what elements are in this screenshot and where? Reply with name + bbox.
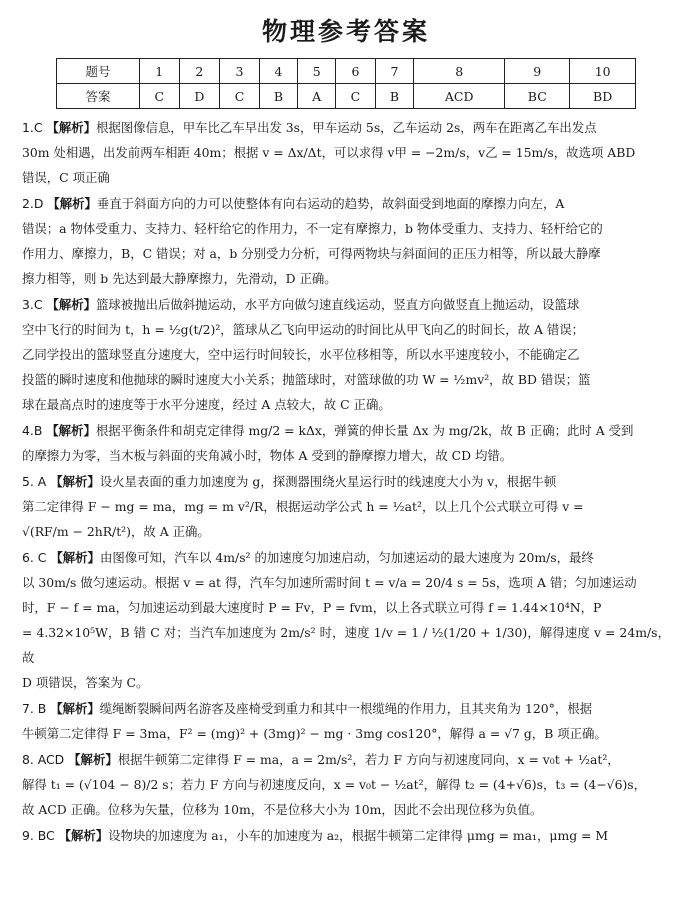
solution-line: 错误；a 物体受重力、支持力、轻杆给它的作用力，不一定有摩擦力，b 物体受重力、支持力、轻杆给它的	[22, 221, 603, 236]
solution-line: 故 ACD 正确。位移为矢量，位移为 10m，不是位移大小为 10m，因此不会出现位移为负值。	[22, 802, 543, 817]
solution-line	[22, 545, 670, 570]
table-cell: 2	[179, 59, 220, 84]
analysis-tag: 【解析】	[46, 120, 96, 135]
analysis-tag: 【解析】	[50, 550, 100, 565]
analysis-tag: 【解析】	[58, 828, 109, 843]
solution-line	[22, 418, 670, 443]
table-row-numbers	[57, 59, 636, 84]
line-text: 根据牛顿第二定律得 F = ma，a = 2m/s²，若力 F 方向与初速度同向，x = v₀t + ½at²，	[117, 752, 620, 767]
solution-line	[22, 469, 670, 494]
table-cell: 5	[298, 59, 336, 84]
solution-item-1	[22, 115, 670, 190]
table-cell: A	[298, 84, 336, 109]
line-text: 设火星表面的重力加速度为 g，探测器围绕火星运行时的线速度大小为 v，根据牛顿	[99, 474, 557, 489]
table-cell: C	[140, 84, 180, 109]
solution-line	[22, 292, 670, 317]
analysis-tag: 【解析】	[50, 701, 100, 716]
line-text: 缆绳断裂瞬间两名游客及座椅受到重力和其中一根缆绳的作用力，且其夹角为 120°，根据	[99, 701, 593, 716]
line-text: 设物块的加速度为 a₁，小车的加速度为 a₂，根据牛顿第二定律得 μmg = ma₁，μmg = M	[108, 828, 609, 843]
solution-item-4	[22, 418, 670, 468]
item-number: 2.D	[22, 196, 44, 211]
solution-line: 错误，C 项正确	[22, 170, 110, 185]
table-cell: 4	[259, 59, 297, 84]
table-cell: 8	[414, 59, 505, 84]
table-header-label: 题号	[57, 59, 140, 84]
solution-line: 擦力相等，则 b 先达到最大静摩擦力，先滑动，D 正确。	[22, 271, 337, 286]
line-text: 垂直于斜面方向的力可以使整体有向右运动的趋势，故斜面受到地面的摩擦力向左，A	[96, 196, 565, 211]
table-cell: ACD	[414, 84, 505, 109]
table-cell: B	[375, 84, 413, 109]
solution-line	[22, 823, 670, 848]
table-cell: 10	[570, 59, 636, 84]
solution-line: 乙同学投出的篮球竖直分速度大，空中运行时间较长，水平位移相等，所以水平速度较小，不能确定乙	[22, 347, 580, 362]
solution-line: √(RF/m − 2hR/t²)，故 A 正确。	[22, 524, 210, 539]
solution-line: 解得 t₁ = (√104 − 8)/2 s；若力 F 方向与初速度反向，x = v₀t − ½at²，解得 t₂ = (4+√6)s，t₃ = (4−√6)s，	[22, 777, 647, 792]
analysis-tag: 【解析】	[46, 423, 96, 438]
line-text: 篮球被抛出后做斜抛运动，水平方向做匀速直线运动，竖直方向做竖直上抛运动，设篮球	[96, 297, 580, 312]
item-number: 4.B	[22, 423, 43, 438]
solution-line	[22, 747, 670, 772]
solution-line	[22, 696, 670, 721]
solution-line: 球在最高点时的速度等于水平分速度，经过 A 点较大，故 C 正确。	[22, 397, 391, 412]
item-number: 3.C	[22, 297, 43, 312]
item-number: 5. A	[22, 474, 47, 489]
page-title: 物理参考答案	[261, 17, 430, 46]
table-cell: C	[220, 84, 260, 109]
table-cell: BD	[570, 84, 636, 109]
solution-line: = 4.32×10⁵W，B 错 C 对；当汽车加速度为 2m/s² 时，速度 1/v = 1 / ½(1/20 + 1/30)，解得速度 v = 24m/s，故	[22, 625, 670, 665]
solution-line: 作用力、摩擦力，B，C 错误；对 a，b 分别受力分析，可得两物块与斜面间的正压力相等，所以最大静摩	[22, 246, 601, 261]
item-number: 7. B	[22, 701, 47, 716]
solution-line: 投篮的瞬时速度和他抛球的瞬时速度大小关系；抛篮球时，对篮球做的功 W = ½mv²，故 BD 错误；篮	[22, 372, 591, 387]
solution-line: 以 30m/s 做匀速运动。根据 v = at 得，汽车匀加速所需时间 t = v/a = 20/4 s = 5s，选项 A 错；匀加速运动	[22, 575, 637, 590]
table-cell: B	[259, 84, 297, 109]
solution-line: 牛顿第二定律得 F = 3ma，F² = (mg)² + (3mg)² − mg · 3mg cos120°，解得 a = √7 g，B 项正确。	[22, 726, 607, 741]
table-answer-label: 答案	[57, 84, 140, 109]
solution-item-3	[22, 292, 670, 417]
table-cell: 6	[336, 59, 376, 84]
line-text: 根据图像信息，甲车比乙车早出发 3s，甲车运动 5s，乙车运动 2s，两车在距离乙车出发点	[96, 120, 597, 135]
solution-line: D 项错误，答案为 C。	[22, 675, 149, 690]
analysis-tag: 【解析】	[50, 474, 100, 489]
table-cell: 7	[375, 59, 413, 84]
table-cell: C	[336, 84, 376, 109]
solution-line: 空中飞行的时间为 t，h = ½g(t/2)²，篮球从乙飞向甲运动的时间比从甲飞向乙的时间长，故 A 错误；	[22, 322, 585, 337]
solution-item-7	[22, 696, 670, 746]
solution-line: 30m 处相遇，出发前两车相距 40m；根据 v = Δx/Δt，可以求得 v甲 = −2m/s，v乙 = 15m/s，故选项 ABD	[22, 145, 636, 160]
solution-line: 时，F − f = ma，匀加速运动到最大速度时 P = Fv，P = fvm，以上各式联立可得 f = 1.44×10⁴N，P	[22, 600, 602, 615]
item-number: 9. BC	[22, 828, 55, 843]
solution-item-9	[22, 823, 670, 848]
analysis-tag: 【解析】	[46, 297, 96, 312]
solution-item-5	[22, 469, 670, 544]
item-number: 6. C	[22, 550, 47, 565]
solution-item-8	[22, 747, 670, 822]
analysis-tag: 【解析】	[68, 752, 118, 767]
solution-line	[22, 191, 670, 216]
table-cell: 1	[140, 59, 180, 84]
solution-line: 第二定律得 F − mg = ma，mg = m v²/R，根据运动学公式 h = ½at²，以上几个公式联立可得 v =	[22, 499, 584, 514]
table-cell: BC	[505, 84, 570, 109]
solution-line: 的摩擦力为零，当木板与斜面的夹角减小时，物体 A 受到的静摩擦力增大，故 CD 均错。	[22, 448, 513, 463]
answer-table	[56, 58, 636, 109]
table-cell: D	[179, 84, 220, 109]
table-row-answers	[57, 84, 636, 109]
analysis-tag: 【解析】	[47, 196, 97, 211]
item-number: 1.C	[22, 120, 43, 135]
solution-item-6	[22, 545, 670, 695]
table-cell: 9	[505, 59, 570, 84]
item-number: 8. ACD	[22, 752, 65, 767]
solution-item-2	[22, 191, 670, 291]
line-text: 由图像可知，汽车以 4m/s² 的加速度匀加速启动，匀加速运动的最大速度为 20m/s，最终	[99, 550, 594, 565]
solution-line	[22, 115, 670, 140]
line-text: 根据平衡条件和胡克定律得 mg/2 = kΔx，弹簧的伸长量 Δx 为 mg/2k，故 B 正确；此时 A 受到	[95, 423, 634, 438]
table-cell: 3	[220, 59, 260, 84]
